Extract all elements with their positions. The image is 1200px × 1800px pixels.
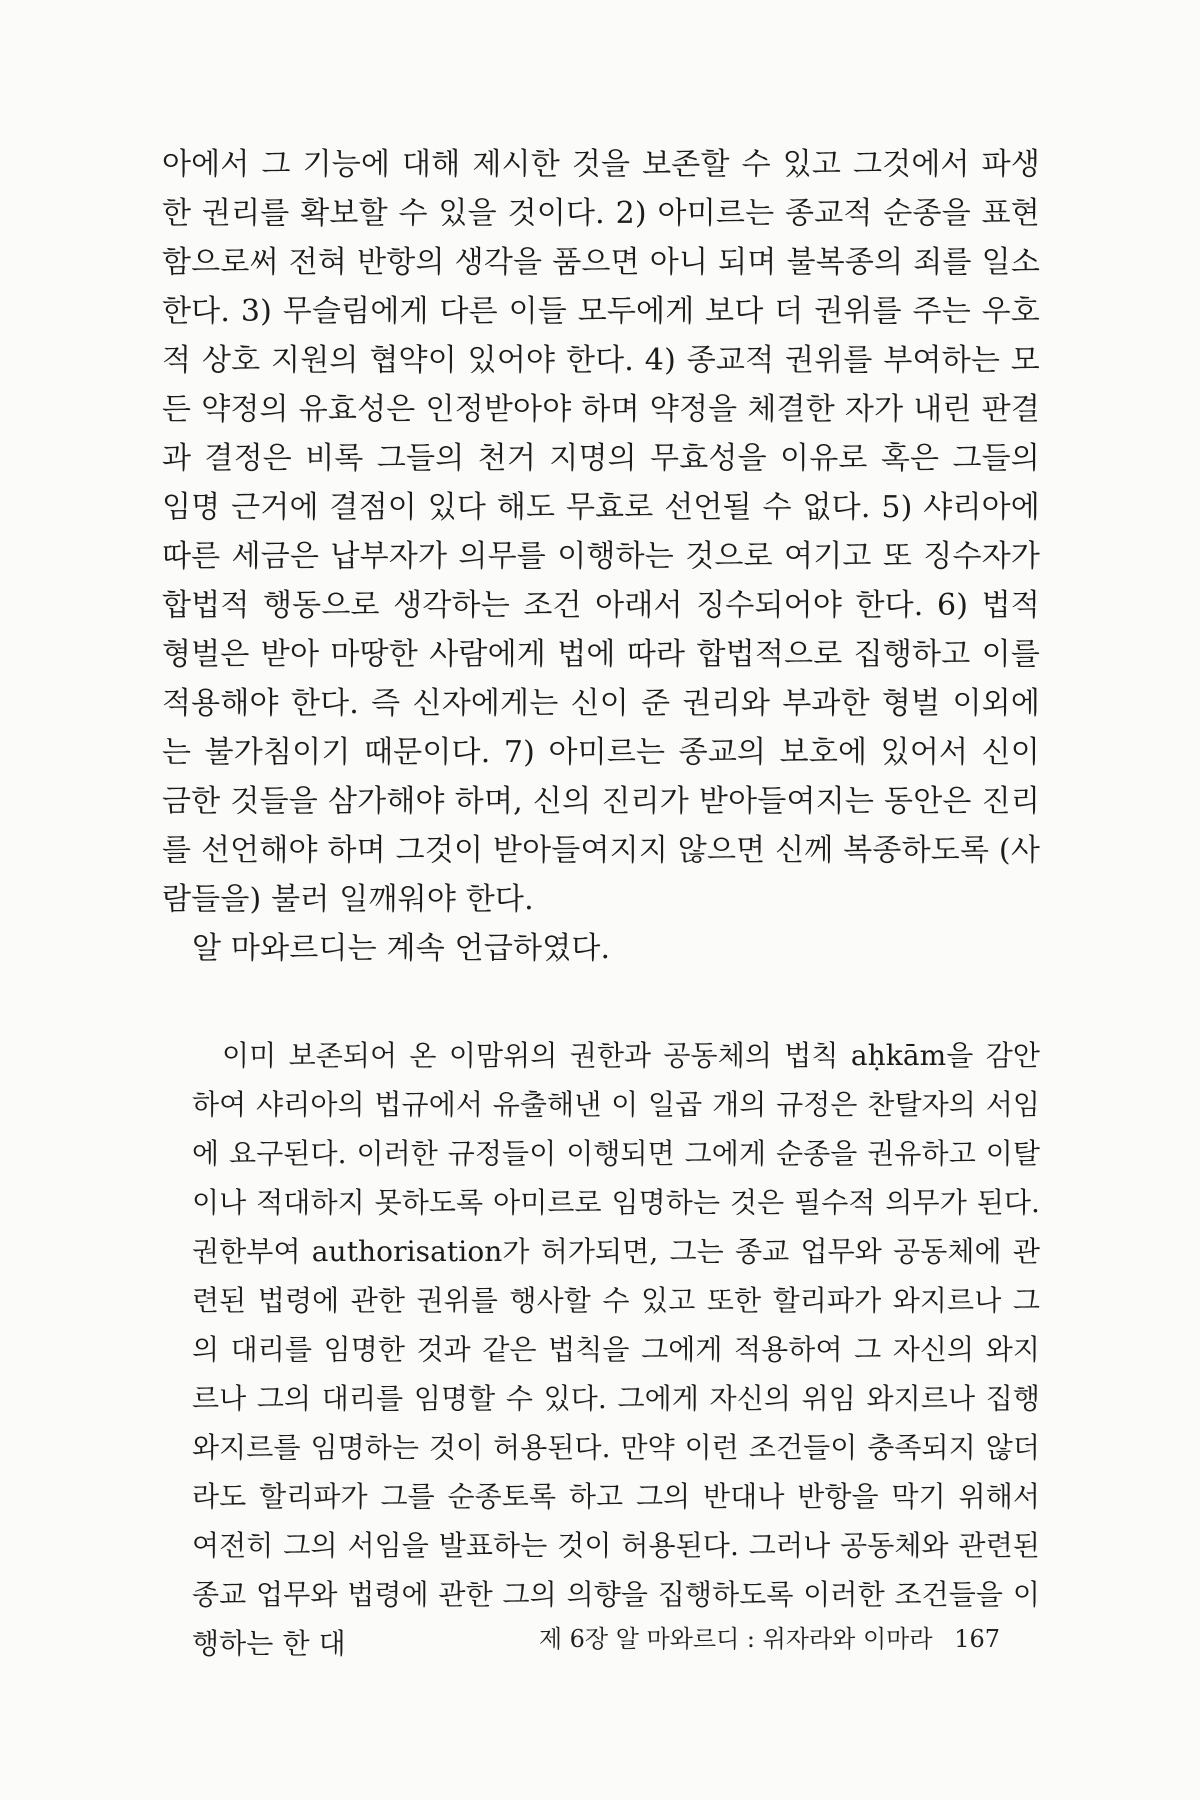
body-paragraph-continued: 아에서 그 기능에 대해 제시한 것을 보존할 수 있고 그것에서 파생한 권리를 확보할 수 있을 것이다. 2) 아미르는 종교적 순종을 표현함으로써 전혀 반항의 생각을 품으면 아니 되며 불복종의 죄를 일소한다. 3) 무슬림에게 다른 이들 모두에게 보다 더 권위를 주는 우호적 상호 지원의 협약이 있어야 한다. 4) 종교적 권위를 부여하는 모든 약정의 유효성은 인정받아야 하며 약정을 체결한 자가 내린 판결과 결정은 비록 그들의 천거 지명의 무효성을 이유로 혹은 그들의 임명 근거에 결점이 있다 해도 무효로 선언될 수 없다. 5) 샤리아에 따른 세금은 납부자가 의무를 이행하는 것으로 여기고 또 징수자가 합법적 행동으로 생각하는 조건 아래서 징수되어야 한다. 6) 법적 형벌은 받아 마땅한 사람에게 법에 따라 합법적으로 집행하고 이를 적용해야 한다. 즉 신자에게는 신이 준 권리와 부과한 형벌 이외에는 불가침이기 때문이다. 7) 아미르는 종교의 보호에 있어서 신이 금한 것들을 삼가해야 하며, 신의 진리가 받아들여지는 동안은 진리를 선언해야 하며 그것이 받아들여지지 않으면 신께 복종하도록 (사람들을) 불러 일깨워야 한다.	[162, 147, 1040, 917]
page-number: 167	[954, 1625, 1000, 1653]
running-head: 제 6장 알 마와르디 : 위자라와 이마라	[538, 1625, 933, 1653]
block-quote: 이미 보존되어 온 이맘위의 권한과 공동체의 법칙 aḥkām을 감안하여 샤리아의 법규에서 유출해낸 이 일곱 개의 규정은 찬탈자의 서임에 요구된다. 이러한 규정들이 이행되면 그에게 순종을 권유하고 이탈이나 적대하지 못하도록 아미르로 임명하는 것은 필수적 의무가 된다. 권한부여 authorisation가 허가되면, 그는 종교 업무와 공동체에 관련된 법령에 관한 권위를 행사할 수 있고 또한 할리파가 와지르나 그의 대리를 임명한 것과 같은 법칙을 그에게 적용하여 그 자신의 와지르나 그의 대리를 임명할 수 있다. 그에게 자신의 위임 와지르나 집행 와지르를 임명하는 것이 허용된다. 만약 이런 조건들이 충족되지 않더라도 할리파가 그를 순종토록 하고 그의 반대나 반항을 막기 위해서 여전히 그의 서임을 발표하는 것이 허용된다. 그러나 공동체와 관련된 종교 업무와 법령에 관한 그의 의향을 집행하도록 이러한 조건들을 이행하는 한 대	[192, 1039, 1040, 1660]
page-footer	[539, 1624, 1000, 1654]
body-paragraph-intro: 알 마와르디는 계속 언급하였다.	[192, 931, 611, 966]
